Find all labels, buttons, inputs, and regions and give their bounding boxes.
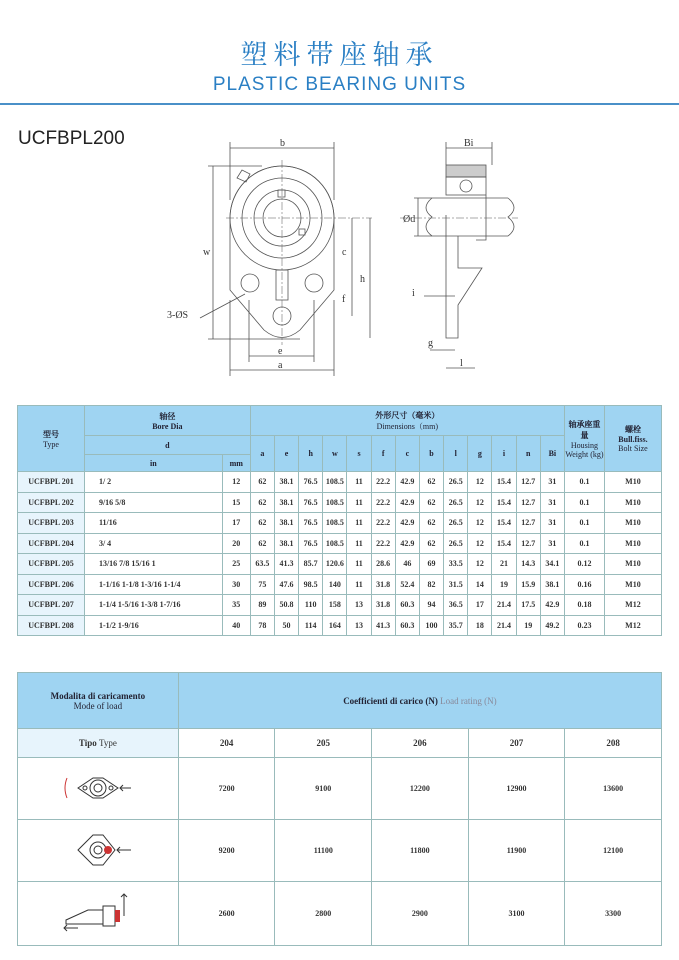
load-value-cell: 12900 [468,758,565,820]
dim-cell-c: 42.9 [395,492,419,513]
header-tipo-type: Tipo Type [18,729,179,758]
bore-mm-cell: 35 [222,595,250,616]
dim-cell-b: 62 [419,492,443,513]
weight-cell: 0.12 [564,554,604,575]
dim-cell-a: 78 [250,615,274,636]
bore-in-cell: 3/ 4 [84,533,222,554]
bore-mm-cell: 25 [222,554,250,575]
bore-mm-cell: 17 [222,513,250,534]
dim-cell-a: 75 [250,574,274,595]
bore-in-cell: 13/16 7/8 15/16 1 [84,554,222,575]
load-value-cell: 11900 [468,820,565,882]
load-value-cell: 2600 [178,882,275,946]
header-divider [0,103,679,105]
load-value-cell: 13600 [565,758,662,820]
dim-cell-g: 12 [468,492,492,513]
dim-cell-b: 62 [419,472,443,493]
load-value-cell: 12100 [565,820,662,882]
dim-cell-a: 62 [250,513,274,534]
label-a: a [278,360,283,371]
dim-cell-n: 14.3 [516,554,540,575]
weight-cell: 0.1 [564,533,604,554]
dim-cell-f: 28.6 [371,554,395,575]
dim-cell-f: 22.2 [371,492,395,513]
dim-cell-l: 26.5 [444,472,468,493]
header-h: h [299,436,323,472]
dim-cell-e: 50.8 [274,595,298,616]
dim-cell-bi: 31 [540,533,564,554]
header-a: a [250,436,274,472]
table-row [18,513,662,534]
label-3-s: 3-ØS [167,310,189,321]
label-l: l [460,358,463,369]
dim-cell-f: 41.3 [371,615,395,636]
dim-cell-l: 33.5 [444,554,468,575]
dim-cell-f: 22.2 [371,513,395,534]
dim-cell-a: 89 [250,595,274,616]
dim-cell-e: 38.1 [274,533,298,554]
dim-cell-e: 38.1 [274,513,298,534]
dim-cell-s: 11 [347,574,371,595]
label-bi: Bi [464,138,474,149]
weight-cell: 0.1 [564,492,604,513]
dim-cell-l: 31.5 [444,574,468,595]
bore-in-cell: 1/ 2 [84,472,222,493]
header-c: c [395,436,419,472]
dim-cell-bi: 31 [540,492,564,513]
label-f: f [342,294,346,305]
bolt-cell: M10 [604,533,661,554]
dim-cell-n: 12.7 [516,533,540,554]
dim-cell-bi: 31 [540,472,564,493]
dim-cell-f: 22.2 [371,533,395,554]
load-value-cell: 2900 [372,882,469,946]
table-row [18,492,662,513]
dim-cell-c: 46 [395,554,419,575]
header-weight: 轴承座重量 Housing Weight (kg) [564,406,604,472]
header-size: 204 [178,729,275,758]
load-value-cell: 3100 [468,882,565,946]
dim-cell-s: 11 [347,472,371,493]
load-value-cell: 3300 [565,882,662,946]
dim-cell-a: 62 [250,533,274,554]
dim-cell-bi: 38.1 [540,574,564,595]
dim-cell-i: 19 [492,574,516,595]
table-row [18,882,662,946]
bore-mm-cell: 15 [222,492,250,513]
header-e: e [274,436,298,472]
dim-cell-l: 26.5 [444,492,468,513]
bore-in-cell: 1-1/4 1-5/16 1-3/8 1-7/16 [84,595,222,616]
dim-cell-a: 62 [250,492,274,513]
dim-cell-c: 60.3 [395,615,419,636]
header-in: in [84,455,222,472]
load-value-cell: 11100 [275,820,372,882]
label-c: c [342,247,347,258]
dim-cell-b: 100 [419,615,443,636]
dim-cell-e: 38.1 [274,492,298,513]
dim-cell-n: 15.9 [516,574,540,595]
dim-cell-h: 110 [299,595,323,616]
axial-load-diagram-icon [18,882,179,946]
label-w: w [203,247,211,258]
dim-cell-g: 14 [468,574,492,595]
dim-cell-s: 11 [347,554,371,575]
load-rating-table [17,672,662,946]
bore-mm-cell: 12 [222,472,250,493]
dim-cell-bi: 34.1 [540,554,564,575]
header-bolt: 螺栓 Bull.fiss. Bolt Size [604,406,661,472]
dim-cell-g: 17 [468,595,492,616]
dim-cell-n: 12.7 [516,513,540,534]
bore-in-cell: 1-1/2 1-9/16 [84,615,222,636]
dim-cell-s: 11 [347,533,371,554]
dim-cell-h: 76.5 [299,472,323,493]
dim-cell-a: 62 [250,472,274,493]
dim-cell-n: 12.7 [516,492,540,513]
dim-cell-h: 76.5 [299,533,323,554]
dim-cell-w: 108.5 [323,472,347,493]
table-row [18,574,662,595]
dim-cell-g: 12 [468,513,492,534]
dimensions-table [17,405,662,636]
dim-cell-b: 69 [419,554,443,575]
bore-in-cell: 9/16 5/8 [84,492,222,513]
type-cell: UCFBPL 201 [18,472,85,493]
header-g: g [468,436,492,472]
dim-cell-b: 94 [419,595,443,616]
header-bore: 轴径 Bore Dia [84,406,250,436]
dim-cell-g: 12 [468,533,492,554]
dim-cell-i: 15.4 [492,513,516,534]
dim-cell-s: 11 [347,492,371,513]
table-row [18,615,662,636]
technical-drawing [150,130,540,380]
dim-cell-bi: 31 [540,513,564,534]
dim-cell-c: 42.9 [395,533,419,554]
dim-cell-w: 120.6 [323,554,347,575]
header-size: 207 [468,729,565,758]
type-cell: UCFBPL 205 [18,554,85,575]
dim-cell-g: 12 [468,472,492,493]
dim-cell-e: 47.6 [274,574,298,595]
label-d: Ød [403,214,416,225]
bore-in-cell: 1-1/16 1-1/8 1-3/16 1-1/4 [84,574,222,595]
bolt-cell: M12 [604,595,661,616]
header-l: l [444,436,468,472]
header-type: 型号 Type [18,406,85,472]
dim-cell-i: 15.4 [492,533,516,554]
dim-cell-h: 98.5 [299,574,323,595]
table-row [18,820,662,882]
bore-mm-cell: 20 [222,533,250,554]
header-load-coefficients: Coefficienti di carico (N) Load rating (N) [178,673,661,729]
dim-cell-g: 12 [468,554,492,575]
dim-cell-b: 82 [419,574,443,595]
type-cell: UCFBPL 203 [18,513,85,534]
label-g: g [428,338,433,349]
bolt-cell: M10 [604,574,661,595]
dim-cell-i: 21.4 [492,615,516,636]
bolt-cell: M12 [604,615,661,636]
header-mm: mm [222,455,250,472]
header-d: d [84,436,250,455]
dim-cell-n: 12.7 [516,472,540,493]
radial-load-diagram-icon [18,758,179,820]
bore-mm-cell: 40 [222,615,250,636]
load-value-cell: 7200 [178,758,275,820]
dim-cell-e: 41.3 [274,554,298,575]
table-row [18,472,662,493]
model-series-label: UCFBPL200 [18,128,125,149]
weight-cell: 0.23 [564,615,604,636]
dim-cell-l: 35.7 [444,615,468,636]
page-title-cn: 塑料带座轴承 [240,40,439,71]
dim-cell-l: 26.5 [444,533,468,554]
dim-cell-g: 18 [468,615,492,636]
dim-cell-l: 36.5 [444,595,468,616]
bolt-cell: M10 [604,472,661,493]
dim-cell-e: 50 [274,615,298,636]
dim-cell-i: 15.4 [492,472,516,493]
weight-cell: 0.16 [564,574,604,595]
load-value-cell: 2800 [275,882,372,946]
bolt-cell: M10 [604,513,661,534]
load-value-cell: 12200 [372,758,469,820]
dim-cell-a: 63.5 [250,554,274,575]
dim-cell-h: 76.5 [299,492,323,513]
load-value-cell: 11800 [372,820,469,882]
type-cell: UCFBPL 206 [18,574,85,595]
header-size: 208 [565,729,662,758]
header-bi: Bi [540,436,564,472]
dim-cell-i: 21.4 [492,595,516,616]
front-view [200,142,372,376]
dim-cell-w: 108.5 [323,492,347,513]
load-value-cell: 9200 [178,820,275,882]
dim-cell-e: 38.1 [274,472,298,493]
header-f: f [371,436,395,472]
dim-cell-s: 13 [347,615,371,636]
bolt-cell: M10 [604,554,661,575]
dim-cell-h: 76.5 [299,513,323,534]
weight-cell: 0.1 [564,513,604,534]
dim-cell-i: 21 [492,554,516,575]
header-size: 205 [275,729,372,758]
dim-cell-n: 19 [516,615,540,636]
dim-cell-s: 13 [347,595,371,616]
page-title-en: PLASTIC BEARING UNITS [212,74,467,95]
table-row [18,758,662,820]
header-n: n [516,436,540,472]
bore-mm-cell: 30 [222,574,250,595]
dim-cell-c: 42.9 [395,472,419,493]
header-mode-of-load: Modalita di caricamento Mode of load [18,673,179,729]
dim-cell-c: 60.3 [395,595,419,616]
weight-cell: 0.18 [564,595,604,616]
dim-cell-w: 108.5 [323,533,347,554]
bolt-cell: M10 [604,492,661,513]
bore-in-cell: 11/16 [84,513,222,534]
dim-cell-w: 164 [323,615,347,636]
dim-cell-f: 22.2 [371,472,395,493]
load-value-cell: 9100 [275,758,372,820]
radial-load-rotated-diagram-icon [18,820,179,882]
label-h: h [360,274,365,285]
dim-cell-h: 85.7 [299,554,323,575]
dim-cell-l: 26.5 [444,513,468,534]
table-row [18,595,662,616]
type-cell: UCFBPL 208 [18,615,85,636]
dim-cell-s: 11 [347,513,371,534]
dim-cell-f: 31.8 [371,595,395,616]
dim-cell-bi: 42.9 [540,595,564,616]
header-w: w [323,436,347,472]
type-cell: UCFBPL 202 [18,492,85,513]
dim-cell-i: 15.4 [492,492,516,513]
header-i: i [492,436,516,472]
dim-cell-b: 62 [419,513,443,534]
header-b: b [419,436,443,472]
dim-cell-w: 158 [323,595,347,616]
dim-cell-f: 31.8 [371,574,395,595]
header-s: s [347,436,371,472]
weight-cell: 0.1 [564,472,604,493]
label-i: i [412,288,415,299]
dim-cell-h: 114 [299,615,323,636]
side-view [400,142,518,368]
dim-cell-c: 42.9 [395,513,419,534]
dim-cell-c: 52.4 [395,574,419,595]
dim-cell-w: 140 [323,574,347,595]
header-dimensions: 外形尺寸（毫米） Dimensions（mm) [250,406,564,436]
table-row [18,554,662,575]
dim-cell-w: 108.5 [323,513,347,534]
header-size: 206 [372,729,469,758]
type-cell: UCFBPL 204 [18,533,85,554]
type-cell: UCFBPL 207 [18,595,85,616]
label-e: e [278,346,283,357]
table-row [18,533,662,554]
label-b: b [280,138,285,149]
dim-cell-b: 62 [419,533,443,554]
dim-cell-n: 17.5 [516,595,540,616]
dim-cell-bi: 49.2 [540,615,564,636]
